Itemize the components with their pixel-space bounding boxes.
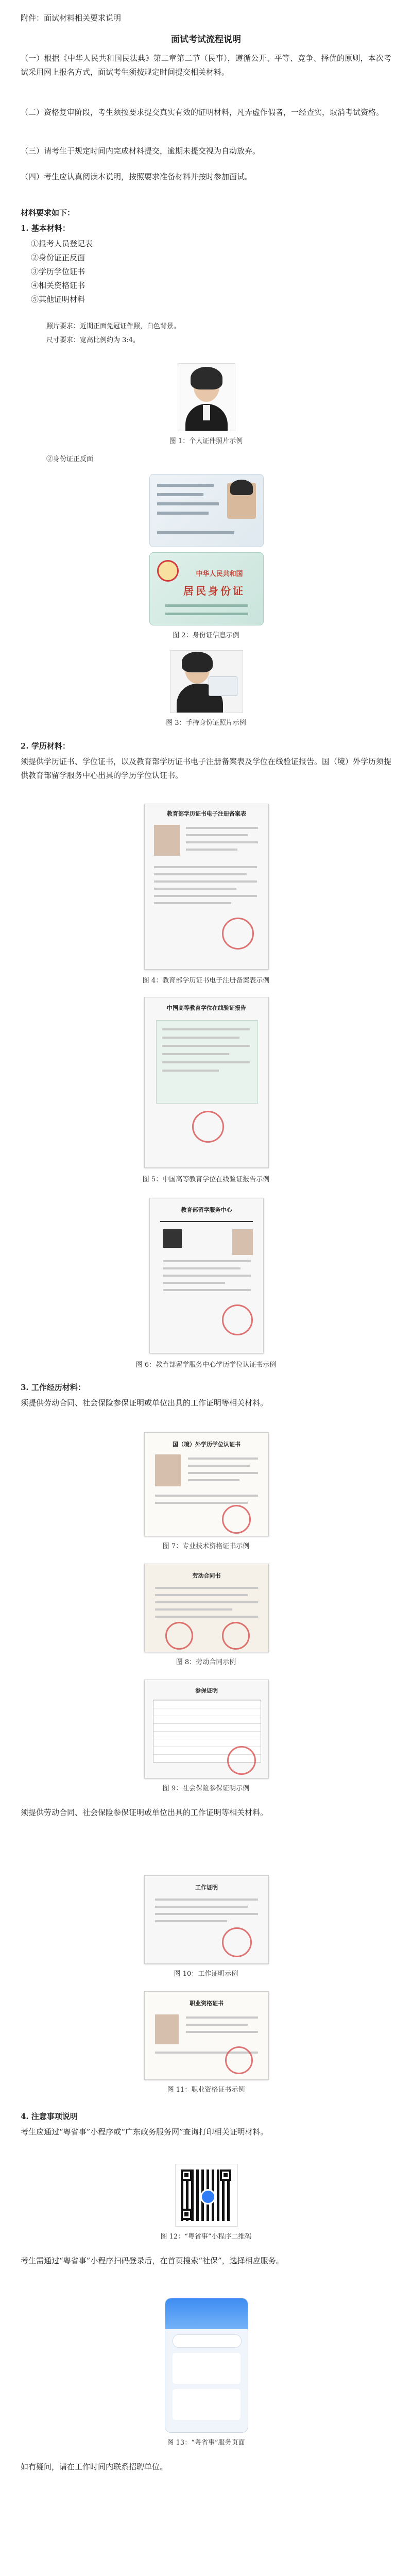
app-logo-icon [200,2189,216,2205]
figure-caption: 图 13：“粤省事”服务页面 [167,2439,245,2447]
id-card-front [149,474,264,547]
qualification-certificate-document [144,1991,269,2080]
basic-materials-heading: 1. 基本材料： [21,224,70,233]
notes-paragraph-1: 考生应通过“粤省事”小程序或“广东政务服务网”查询打印相关证明材料。 [21,2127,268,2137]
work-proof-paragraph: 须提供劳动合同、社会保险参保证明或单位出具的工作证明等相关材料。 [21,1808,268,1817]
held-id-card [209,676,237,696]
attachment-label: 附件：面试材料相关要求说明 [21,13,122,23]
notes-heading: 4. 注意事项说明 [21,2112,78,2121]
figure-caption: 图 8：劳动合同示例 [176,1658,236,1666]
photo-note: 尺寸要求：宽高比例约为 3:4。 [46,336,140,344]
handheld-id-photo [170,650,243,713]
insurance-proof-document [144,1680,269,1778]
id-card-back [149,552,264,625]
figure-caption: 图 5：中国高等教育学位在线验证报告示例 [142,1176,270,1183]
figure-caption: 图 7：专业技术资格证书示例 [162,1543,250,1550]
id-card-country: 中华人民共和国 [196,570,243,578]
figure-caption: 图 12：“粤省事”小程序二维码 [160,2233,252,2241]
professional-certificate-document [144,1432,269,1536]
figure-caption: 图 10：工作证明示例 [174,1970,238,1978]
registration-form-document [144,804,269,970]
document-title: 职业资格证书 [190,2000,224,2007]
shirt-collar [203,405,210,420]
photo-note: 照片要求：近期正面免冠证件照，白色背景。 [46,323,181,330]
document-title: 工作证明 [195,1884,218,1891]
portrait-photo [178,363,235,431]
figure-caption: 图 2：身份证信息示例 [173,632,239,639]
qr-code-icon [175,2164,238,2227]
materials-heading: 材料要求如下： [21,208,75,217]
education-heading: 2. 学历材料： [21,741,70,751]
labor-contract-document [144,1564,269,1652]
app-header-bar [165,2298,248,2329]
basic-material-item: ③学历学位证书 [31,267,85,276]
national-emblem-icon [157,560,179,582]
qr-code-icon [163,1229,182,1248]
notes-paragraph-2: 考生需通过“粤省事”小程序扫码登录后，在首页搜索“社保”，选择相应服务。 [21,2256,284,2265]
notes-paragraph-3: 如有疑问，请在工作时间内联系招聘单位。 [21,2462,168,2471]
intro-paragraph-2: （二）资格复审阶段，考生须按要求提交真实有效的证明材料，凡弄虚作假者，一经查实，取消考试资格。 [21,108,384,117]
hair-shape [191,367,222,389]
figure-caption: 图 6：教育部留学服务中心学历学位认证书示例 [135,1361,277,1369]
work-heading: 3. 工作经历材料： [21,1383,85,1392]
document-title: 教育部学历证书电子注册备案表 [167,810,246,817]
figure-caption: 图 11：职业资格证书示例 [167,2086,245,2094]
basic-material-item: ①报考人员登记表 [31,239,93,248]
id-note: ②身份证正反面 [46,455,94,463]
intro-paragraph-3: （三）请考生于规定时间内完成材料提交，逾期未提交视为自动放弃。 [21,146,261,156]
basic-material-item: ②身份证正反面 [31,253,85,262]
degree-verification-document [144,997,269,1168]
work-proof-document [144,1875,269,1964]
document-title: 劳动合同书 [192,1572,221,1579]
document-title: 国（境）外学历学位认证书 [173,1441,241,1448]
id-card-title: 居民身份证 [183,585,245,597]
basic-material-item: ④相关资格证书 [31,281,85,290]
search-bar [173,2334,242,2348]
figure-caption: 图 9：社会保险参保证明示例 [162,1785,250,1792]
figure-caption: 图 4：教育部学历证书电子注册备案表示例 [142,977,270,985]
figure-caption: 图 3：手持身份证照片示例 [166,719,246,727]
document-title: 教育部留学服务中心 [181,1207,232,1213]
intro-paragraph-4: （四）考生应认真阅读本说明，按照要求准备材料并按时参加面试。 [21,172,253,181]
education-paragraph: 须提供学历证书、学位证书，以及教育部学历证书电子注册备案表及学位在线验证报告。国（境）外学历须提供教育部留学服务中心出具的学历学位认证书。 [21,757,392,780]
mobile-screenshot [165,2298,248,2433]
figure-caption: 图 1：个人证件照片示例 [169,437,243,445]
intro-paragraph-1: （一）根据《中华人民共和国民法典》第二章第二节（民事），遵循公开、平等、竞争、择优的原则，本次考试采用网上报名方式，面试考生须按规定时间提交相关材料。 [21,54,391,77]
document-title: 中国高等教育学位在线验证报告 [167,1005,246,1011]
page-title: 面试考试流程说明 [171,35,241,45]
overseas-verification-document [149,1198,264,1353]
basic-material-item: ⑤其他证明材料 [31,295,85,304]
document-title: 参保证明 [195,1687,218,1694]
work-paragraph: 须提供劳动合同、社会保险参保证明或单位出具的工作证明等相关材料。 [21,1398,268,1408]
